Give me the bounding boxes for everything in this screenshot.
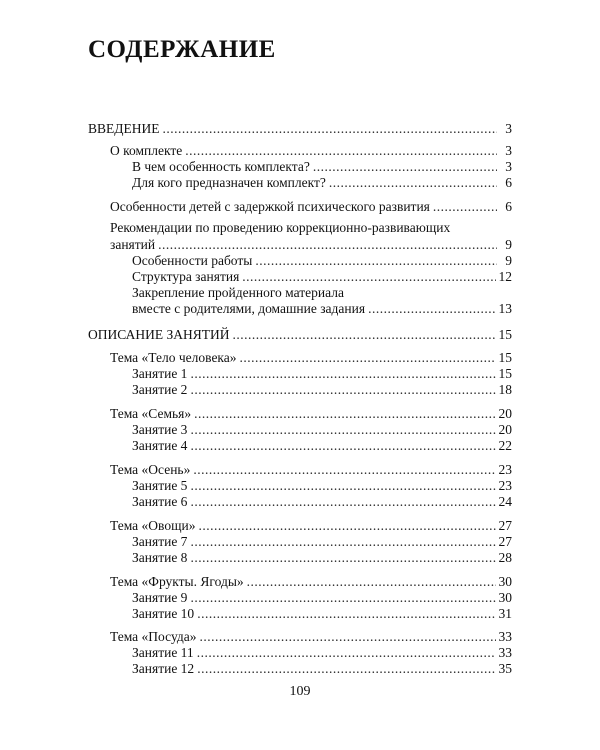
dot-leader — [329, 175, 497, 191]
dot-leader — [197, 645, 496, 661]
toc-entry-page: 33 — [498, 645, 512, 660]
toc-entry-intro — [88, 121, 512, 137]
toc-entry-label: Занятие 5 — [132, 478, 188, 493]
toc-entry-topic-autumn — [110, 462, 512, 478]
dot-leader — [162, 121, 497, 137]
toc-entry-page: 22 — [498, 438, 512, 453]
toc-entry-label: вместе с родителями, домашние задания — [132, 301, 366, 316]
toc-entry-page: 6 — [505, 199, 512, 214]
toc-entry-lesson-3 — [132, 422, 512, 438]
toc-entry-consolidation — [132, 301, 512, 317]
dot-leader — [190, 382, 495, 398]
toc-entry-label: Тема «Осень» — [110, 462, 191, 477]
toc-entry-page: 31 — [498, 606, 512, 621]
toc-entry-page: 33 — [498, 629, 512, 644]
dot-leader — [198, 518, 495, 534]
toc-entry-about — [110, 143, 512, 159]
toc-entry-lesson-1 — [132, 366, 512, 382]
dot-leader — [190, 478, 495, 494]
toc-entry-page: 12 — [498, 269, 512, 284]
toc-entry-page: 13 — [498, 301, 512, 316]
toc-entry-label: В чем особенность комплекта? — [132, 159, 310, 174]
toc-entry-page: 3 — [505, 159, 512, 174]
toc-entry-work — [132, 253, 512, 269]
dot-leader — [158, 237, 497, 253]
toc-entry-label: Занятие 2 — [132, 382, 188, 397]
toc-entry-lesson-10 — [132, 606, 512, 622]
toc-entry-label: Занятие 11 — [132, 645, 194, 660]
dot-leader — [190, 590, 495, 606]
toc-entry-label: Занятие 4 — [132, 438, 188, 453]
toc-entry-page: 23 — [498, 462, 512, 477]
dot-leader — [199, 629, 495, 645]
toc-entry-page: 3 — [505, 143, 512, 158]
toc-entry-feature — [132, 159, 512, 175]
dot-leader — [255, 253, 497, 269]
toc-entry-label: Занятие 12 — [132, 661, 195, 676]
toc-entry-who — [132, 175, 512, 191]
dot-leader — [185, 143, 497, 159]
toc-entry-consolidation-line1: Закрепление пройденного материала — [132, 285, 344, 300]
toc-entry-topic-body — [110, 350, 512, 366]
toc-entry-label: ВВЕДЕНИЕ — [88, 121, 160, 136]
dot-leader — [190, 366, 495, 382]
page-title: СОДЕРЖАНИЕ — [88, 36, 276, 63]
toc-entry-label: Тема «Семья» — [110, 406, 192, 421]
toc-entry-label: Занятие 10 — [132, 606, 195, 621]
toc-entry-label: Занятие 9 — [132, 590, 188, 605]
toc-entry-label: Тема «Посуда» — [110, 629, 197, 644]
dot-leader — [242, 269, 495, 285]
toc-entry-label: ОПИСАНИЕ ЗАНЯТИЙ — [88, 327, 230, 342]
dot-leader — [232, 327, 495, 343]
toc-entry-page: 20 — [498, 422, 512, 437]
toc-entry-label: Особенности детей с задержкой психического развития — [110, 199, 430, 214]
toc-entry-page: 15 — [498, 327, 512, 342]
toc-entry-page: 24 — [498, 494, 512, 509]
toc-entry-label: Тема «Овощи» — [110, 518, 196, 533]
toc-entry-lesson-5 — [132, 478, 512, 494]
toc-entry-label: Занятие 6 — [132, 494, 188, 509]
toc-entry-page: 6 — [505, 175, 512, 190]
dot-leader — [197, 606, 495, 622]
toc-entry-page: 18 — [498, 382, 512, 397]
page-number: 109 — [289, 684, 311, 699]
toc-entry-lesson-7 — [132, 534, 512, 550]
toc-entry-page: 35 — [498, 661, 512, 676]
toc-entry-topic-dishes — [110, 629, 512, 645]
toc-entry-topic-family — [110, 406, 512, 422]
dot-leader — [433, 199, 497, 215]
toc-entry-page: 3 — [505, 121, 512, 136]
toc-entry-lesson-9 — [132, 590, 512, 606]
toc-entry-label: Занятие 7 — [132, 534, 188, 549]
toc-entry-lesson-4 — [132, 438, 512, 454]
toc-entry-lesson-2 — [132, 382, 512, 398]
dot-leader — [193, 462, 495, 478]
dot-leader — [190, 438, 495, 454]
toc-entry-lesson-8 — [132, 550, 512, 566]
toc-entry-page: 27 — [498, 534, 512, 549]
toc-entry-label: занятий — [110, 237, 156, 252]
dot-leader — [240, 350, 496, 366]
toc-entry-page: 23 — [498, 478, 512, 493]
dot-leader — [190, 422, 495, 438]
toc-entry-features-children — [110, 199, 512, 215]
toc-entry-label: Особенности работы — [132, 253, 253, 268]
dot-leader — [313, 159, 497, 175]
toc-entry-lesson-11 — [132, 645, 512, 661]
toc-entry-label: Занятие 8 — [132, 550, 188, 565]
toc-entry-label: Тема «Тело человека» — [110, 350, 237, 365]
dot-leader — [190, 494, 495, 510]
toc-entry-page: 15 — [498, 350, 512, 365]
dot-leader — [247, 574, 496, 590]
dot-leader — [194, 406, 495, 422]
toc-entry-label: Тема «Фрукты. Ягоды» — [110, 574, 244, 589]
dot-leader — [190, 550, 495, 566]
dot-leader — [190, 534, 495, 550]
toc-entry-recommendations — [110, 237, 512, 253]
toc-entry-page: 30 — [498, 574, 512, 589]
toc-entry-label: Занятие 1 — [132, 366, 188, 381]
dot-leader — [368, 301, 495, 317]
toc-entry-page: 9 — [505, 253, 512, 268]
toc-entry-lesson-12 — [132, 661, 512, 677]
toc-entry-page: 30 — [498, 590, 512, 605]
toc-entry-structure — [132, 269, 512, 285]
toc-entry-label: Для кого предназначен комплект? — [132, 175, 326, 190]
toc-entry-description — [88, 327, 512, 343]
toc-entry-label: Занятие 3 — [132, 422, 188, 437]
toc-entry-label: Структура занятия — [132, 269, 240, 284]
toc-entry-page: 20 — [498, 406, 512, 421]
toc-entry-page: 27 — [498, 518, 512, 533]
toc-entry-topic-fruits — [110, 574, 512, 590]
toc-entry-page: 28 — [498, 550, 512, 565]
toc-entry-page: 15 — [498, 366, 512, 381]
toc-entry-label: О комплекте — [110, 143, 183, 158]
dot-leader — [197, 661, 495, 677]
toc-entry-page: 9 — [505, 237, 512, 252]
toc-entry-lesson-6 — [132, 494, 512, 510]
toc-entry-recommendations-line1: Рекомендации по проведению коррекционно-развивающих — [110, 220, 451, 235]
toc-entry-topic-vegetables — [110, 518, 512, 534]
